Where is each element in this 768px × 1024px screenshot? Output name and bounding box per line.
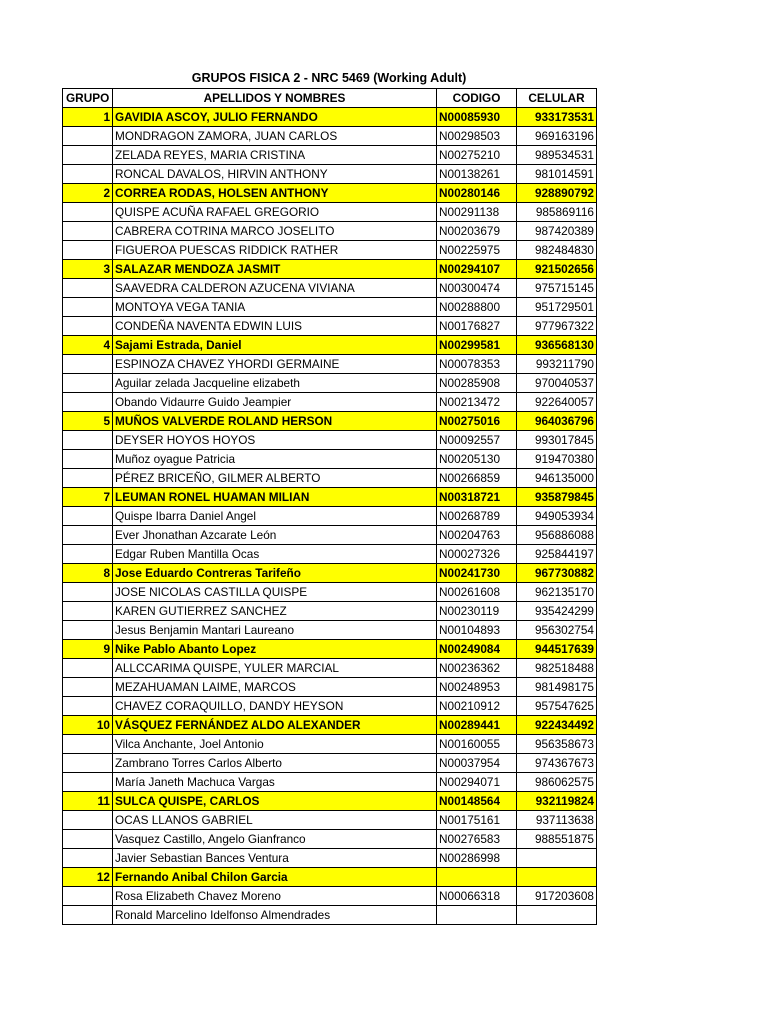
cell-nombre[interactable]: MONDRAGON ZAMORA, JUAN CARLOS — [113, 127, 437, 146]
cell-grupo[interactable] — [63, 165, 113, 184]
cell-celular[interactable]: 962135170 — [517, 583, 597, 602]
cell-nombre[interactable]: DEYSER HOYOS HOYOS — [113, 431, 437, 450]
cell-grupo[interactable]: 9 — [63, 640, 113, 659]
group-leader-row — [63, 868, 597, 887]
cell-codigo[interactable]: N00066318 — [437, 887, 517, 906]
cell-codigo[interactable]: N00276583 — [437, 830, 517, 849]
group-leader-row — [63, 792, 597, 811]
cell-grupo[interactable] — [63, 735, 113, 754]
cell-codigo[interactable]: N00318721 — [437, 488, 517, 507]
cell-nombre[interactable]: Rosa Elizabeth Chavez Moreno — [113, 887, 437, 906]
group-leader-row — [63, 184, 597, 203]
cell-codigo[interactable]: N00085930 — [437, 108, 517, 127]
cell-grupo[interactable] — [63, 811, 113, 830]
cell-grupo[interactable] — [63, 697, 113, 716]
table-row — [63, 849, 597, 868]
cell-celular[interactable]: 957547625 — [517, 697, 597, 716]
cell-codigo[interactable]: N00288800 — [437, 298, 517, 317]
cell-celular[interactable]: 956358673 — [517, 735, 597, 754]
group-leader-row — [63, 336, 597, 355]
cell-codigo[interactable]: N00286998 — [437, 849, 517, 868]
cell-grupo[interactable]: 7 — [63, 488, 113, 507]
table-row — [63, 393, 597, 412]
cell-grupo[interactable] — [63, 127, 113, 146]
cell-grupo[interactable] — [63, 906, 113, 925]
cell-celular[interactable]: 986062575 — [517, 773, 597, 792]
table-row — [63, 811, 597, 830]
cell-codigo[interactable]: N00160055 — [437, 735, 517, 754]
cell-celular[interactable]: 977967322 — [517, 317, 597, 336]
cell-nombre[interactable]: ESPINOZA CHAVEZ YHORDI GERMAINE — [113, 355, 437, 374]
cell-celular[interactable]: 925844197 — [517, 545, 597, 564]
cell-celular[interactable]: 937113638 — [517, 811, 597, 830]
table-row — [63, 279, 597, 298]
cell-codigo[interactable]: N00275016 — [437, 412, 517, 431]
groups-table — [62, 88, 597, 925]
cell-grupo[interactable] — [63, 602, 113, 621]
cell-nombre[interactable]: VÁSQUEZ FERNÁNDEZ ALDO ALEXANDER — [113, 716, 437, 735]
cell-celular[interactable]: 917203608 — [517, 887, 597, 906]
header-codigo[interactable]: CODIGO — [437, 89, 517, 108]
cell-celular[interactable]: 993017845 — [517, 431, 597, 450]
table-row — [63, 241, 597, 260]
cell-nombre[interactable]: SULCA QUISPE, CARLOS — [113, 792, 437, 811]
cell-celular[interactable]: 935879845 — [517, 488, 597, 507]
cell-codigo[interactable]: N00027326 — [437, 545, 517, 564]
cell-celular[interactable]: 967730882 — [517, 564, 597, 583]
cell-celular[interactable]: 921502656 — [517, 260, 597, 279]
cell-nombre[interactable]: QUISPE ACUÑA RAFAEL GREGORIO — [113, 203, 437, 222]
cell-nombre[interactable]: Edgar Ruben Mantilla Ocas — [113, 545, 437, 564]
cell-celular[interactable] — [517, 906, 597, 925]
cell-nombre[interactable]: Ever Jhonathan Azcarate León — [113, 526, 437, 545]
cell-codigo[interactable]: N00078353 — [437, 355, 517, 374]
cell-nombre[interactable]: Ronald Marcelino Idelfonso Almendrades — [113, 906, 437, 925]
cell-codigo[interactable]: N00241730 — [437, 564, 517, 583]
cell-codigo[interactable]: N00138261 — [437, 165, 517, 184]
table-row — [63, 450, 597, 469]
cell-celular[interactable]: 919470380 — [517, 450, 597, 469]
cell-nombre[interactable]: CONDEÑA NAVENTA EDWIN LUIS — [113, 317, 437, 336]
cell-grupo[interactable] — [63, 830, 113, 849]
cell-grupo[interactable] — [63, 241, 113, 260]
table-row — [63, 754, 597, 773]
cell-codigo[interactable]: N00148564 — [437, 792, 517, 811]
cell-celular[interactable]: 932119824 — [517, 792, 597, 811]
cell-nombre[interactable]: CABRERA COTRINA MARCO JOSELITO — [113, 222, 437, 241]
cell-codigo[interactable]: N00266859 — [437, 469, 517, 488]
cell-nombre[interactable]: GAVIDIA ASCOY, JULIO FERNANDO — [113, 108, 437, 127]
cell-nombre[interactable]: MEZAHUAMAN LAIME, MARCOS — [113, 678, 437, 697]
cell-nombre[interactable]: Vilca Anchante, Joel Antonio — [113, 735, 437, 754]
cell-nombre[interactable]: María Janeth Machuca Vargas — [113, 773, 437, 792]
cell-nombre[interactable]: MONTOYA VEGA TANIA — [113, 298, 437, 317]
cell-celular[interactable]: 949053934 — [517, 507, 597, 526]
table-row — [63, 887, 597, 906]
group-leader-row — [63, 716, 597, 735]
cell-celular[interactable]: 993211790 — [517, 355, 597, 374]
table-row — [63, 469, 597, 488]
cell-codigo[interactable]: N00300474 — [437, 279, 517, 298]
cell-nombre[interactable]: Zambrano Torres Carlos Alberto — [113, 754, 437, 773]
cell-grupo[interactable] — [63, 469, 113, 488]
header-grupo[interactable]: GRUPO — [63, 89, 113, 108]
table-row — [63, 697, 597, 716]
cell-grupo[interactable] — [63, 887, 113, 906]
table-row — [63, 355, 597, 374]
cell-grupo[interactable] — [63, 298, 113, 317]
cell-codigo[interactable]: N00104893 — [437, 621, 517, 640]
cell-grupo[interactable] — [63, 355, 113, 374]
cell-nombre[interactable]: MUÑOS VALVERDE ROLAND HERSON — [113, 412, 437, 431]
table-row — [63, 374, 597, 393]
cell-grupo[interactable] — [63, 773, 113, 792]
cell-codigo[interactable]: N00248953 — [437, 678, 517, 697]
cell-grupo[interactable] — [63, 222, 113, 241]
cell-celular[interactable]: 964036796 — [517, 412, 597, 431]
cell-grupo[interactable] — [63, 621, 113, 640]
cell-grupo[interactable]: 5 — [63, 412, 113, 431]
cell-nombre[interactable]: Aguilar zelada Jacqueline elizabeth — [113, 374, 437, 393]
cell-grupo[interactable]: 1 — [63, 108, 113, 127]
cell-codigo[interactable]: N00280146 — [437, 184, 517, 203]
cell-celular[interactable]: 969163196 — [517, 127, 597, 146]
cell-grupo[interactable]: 11 — [63, 792, 113, 811]
cell-codigo[interactable]: N00285908 — [437, 374, 517, 393]
cell-nombre[interactable]: PÉREZ BRICEÑO, GILMER ALBERTO — [113, 469, 437, 488]
cell-codigo[interactable] — [437, 868, 517, 887]
cell-nombre[interactable]: Nike Pablo Abanto Lopez — [113, 640, 437, 659]
cell-celular[interactable]: 982484830 — [517, 241, 597, 260]
group-leader-row — [63, 108, 597, 127]
cell-nombre[interactable]: Muñoz oyague Patricia — [113, 450, 437, 469]
cell-celular[interactable]: 987420389 — [517, 222, 597, 241]
cell-nombre[interactable]: RONCAL DAVALOS, HIRVIN ANTHONY — [113, 165, 437, 184]
cell-codigo[interactable]: N00205130 — [437, 450, 517, 469]
sheet-title: GRUPOS FISICA 2 - NRC 5469 (Working Adult) — [191, 71, 467, 85]
cell-codigo[interactable]: N00289441 — [437, 716, 517, 735]
cell-codigo[interactable] — [437, 906, 517, 925]
table-row — [63, 507, 597, 526]
cell-celular[interactable]: 988551875 — [517, 830, 597, 849]
table-row — [63, 906, 597, 925]
header-celular[interactable]: CELULAR — [517, 89, 597, 108]
cell-codigo[interactable]: N00298503 — [437, 127, 517, 146]
cell-celular[interactable]: 936568130 — [517, 336, 597, 355]
table-row — [63, 431, 597, 450]
table-row — [63, 735, 597, 754]
cell-nombre[interactable]: LEUMAN RONEL HUAMAN MILIAN — [113, 488, 437, 507]
cell-celular[interactable]: 985869116 — [517, 203, 597, 222]
cell-grupo[interactable] — [63, 526, 113, 545]
cell-grupo[interactable]: 3 — [63, 260, 113, 279]
table-row — [63, 583, 597, 602]
table-body — [63, 108, 597, 925]
table-row — [63, 146, 597, 165]
cell-grupo[interactable]: 12 — [63, 868, 113, 887]
cell-nombre[interactable]: Jose Eduardo Contreras Tarifeño — [113, 564, 437, 583]
cell-celular[interactable]: 975715145 — [517, 279, 597, 298]
cell-nombre[interactable]: Quispe Ibarra Daniel Angel — [113, 507, 437, 526]
cell-nombre[interactable]: Fernando Anibal Chilon Garcia — [113, 868, 437, 887]
table-row — [63, 545, 597, 564]
cell-grupo[interactable] — [63, 754, 113, 773]
cell-celular[interactable]: 928890792 — [517, 184, 597, 203]
table-row — [63, 621, 597, 640]
table-row — [63, 678, 597, 697]
cell-codigo[interactable]: N00294071 — [437, 773, 517, 792]
cell-codigo[interactable]: N00261608 — [437, 583, 517, 602]
cell-nombre[interactable]: FIGUEROA PUESCAS RIDDICK RATHER — [113, 241, 437, 260]
cell-celular[interactable]: 946135000 — [517, 469, 597, 488]
table-row — [63, 222, 597, 241]
cell-nombre[interactable]: SAAVEDRA CALDERON AZUCENA VIVIANA — [113, 279, 437, 298]
cell-nombre[interactable]: ALLCCARIMA QUISPE, YULER MARCIAL — [113, 659, 437, 678]
group-leader-row — [63, 564, 597, 583]
table-row — [63, 659, 597, 678]
cell-grupo[interactable]: 4 — [63, 336, 113, 355]
cell-codigo[interactable]: N00175161 — [437, 811, 517, 830]
table-row — [63, 317, 597, 336]
cell-grupo[interactable] — [63, 374, 113, 393]
cell-grupo[interactable] — [63, 431, 113, 450]
cell-celular[interactable]: 956302754 — [517, 621, 597, 640]
cell-celular[interactable]: 981498175 — [517, 678, 597, 697]
table-row — [63, 526, 597, 545]
cell-codigo[interactable]: N00176827 — [437, 317, 517, 336]
cell-codigo[interactable]: N00230119 — [437, 602, 517, 621]
cell-grupo[interactable] — [63, 146, 113, 165]
table-row — [63, 127, 597, 146]
cell-celular[interactable]: 981014591 — [517, 165, 597, 184]
cell-codigo[interactable]: N00037954 — [437, 754, 517, 773]
group-leader-row — [63, 488, 597, 507]
cell-grupo[interactable] — [63, 545, 113, 564]
cell-celular[interactable]: 974367673 — [517, 754, 597, 773]
cell-grupo[interactable] — [63, 583, 113, 602]
cell-grupo[interactable] — [63, 849, 113, 868]
table-row — [63, 773, 597, 792]
cell-celular[interactable] — [517, 849, 597, 868]
cell-grupo[interactable] — [63, 279, 113, 298]
cell-codigo[interactable]: N00225975 — [437, 241, 517, 260]
table-row — [63, 602, 597, 621]
cell-codigo[interactable]: N00249084 — [437, 640, 517, 659]
cell-nombre[interactable]: Javier Sebastian Bances Ventura — [113, 849, 437, 868]
table-row — [63, 830, 597, 849]
cell-codigo[interactable]: N00275210 — [437, 146, 517, 165]
cell-nombre[interactable]: CHAVEZ CORAQUILLO, DANDY HEYSON — [113, 697, 437, 716]
group-leader-row — [63, 260, 597, 279]
cell-celular[interactable]: 989534531 — [517, 146, 597, 165]
cell-nombre[interactable]: CORREA RODAS, HOLSEN ANTHONY — [113, 184, 437, 203]
cell-codigo[interactable]: N00268789 — [437, 507, 517, 526]
cell-grupo[interactable] — [63, 317, 113, 336]
cell-grupo[interactable]: 8 — [63, 564, 113, 583]
cell-nombre[interactable]: Vasquez Castillo, Angelo Gianfranco — [113, 830, 437, 849]
table-row — [63, 165, 597, 184]
cell-codigo[interactable]: N00210912 — [437, 697, 517, 716]
table-row — [63, 203, 597, 222]
cell-celular[interactable]: 956886088 — [517, 526, 597, 545]
header-nombre[interactable]: APELLIDOS Y NOMBRES — [113, 89, 437, 108]
cell-codigo[interactable]: N00203679 — [437, 222, 517, 241]
cell-nombre[interactable]: KAREN GUTIERREZ SANCHEZ — [113, 602, 437, 621]
cell-codigo[interactable]: N00291138 — [437, 203, 517, 222]
cell-codigo[interactable]: N00204763 — [437, 526, 517, 545]
cell-nombre[interactable]: SALAZAR MENDOZA JASMIT — [113, 260, 437, 279]
cell-codigo[interactable]: N00213472 — [437, 393, 517, 412]
cell-celular[interactable]: 922640057 — [517, 393, 597, 412]
cell-grupo[interactable] — [63, 507, 113, 526]
cell-nombre[interactable]: Sajami Estrada, Daniel — [113, 336, 437, 355]
cell-celular[interactable]: 935424299 — [517, 602, 597, 621]
cell-grupo[interactable] — [63, 203, 113, 222]
cell-nombre[interactable]: Obando Vidaurre Guido Jeampier — [113, 393, 437, 412]
cell-celular[interactable]: 970040537 — [517, 374, 597, 393]
cell-grupo[interactable]: 10 — [63, 716, 113, 735]
cell-nombre[interactable]: JOSE NICOLAS CASTILLA QUISPE — [113, 583, 437, 602]
cell-codigo[interactable]: N00299581 — [437, 336, 517, 355]
cell-celular[interactable]: 933173531 — [517, 108, 597, 127]
table-row — [63, 298, 597, 317]
cell-celular[interactable]: 951729501 — [517, 298, 597, 317]
group-leader-row — [63, 412, 597, 431]
group-leader-row — [63, 640, 597, 659]
cell-nombre[interactable]: ZELADA REYES, MARIA CRISTINA — [113, 146, 437, 165]
cell-grupo[interactable] — [63, 659, 113, 678]
header-row — [63, 89, 597, 108]
cell-celular[interactable]: 922434492 — [517, 716, 597, 735]
cell-grupo[interactable] — [63, 450, 113, 469]
cell-nombre[interactable]: OCAS LLANOS GABRIEL — [113, 811, 437, 830]
cell-codigo[interactable]: N00092557 — [437, 431, 517, 450]
cell-grupo[interactable] — [63, 678, 113, 697]
cell-celular[interactable]: 944517639 — [517, 640, 597, 659]
cell-nombre[interactable]: Jesus Benjamin Mantari Laureano — [113, 621, 437, 640]
cell-celular[interactable]: 982518488 — [517, 659, 597, 678]
cell-grupo[interactable] — [63, 393, 113, 412]
cell-codigo[interactable]: N00236362 — [437, 659, 517, 678]
cell-celular[interactable] — [517, 868, 597, 887]
cell-grupo[interactable]: 2 — [63, 184, 113, 203]
cell-codigo[interactable]: N00294107 — [437, 260, 517, 279]
